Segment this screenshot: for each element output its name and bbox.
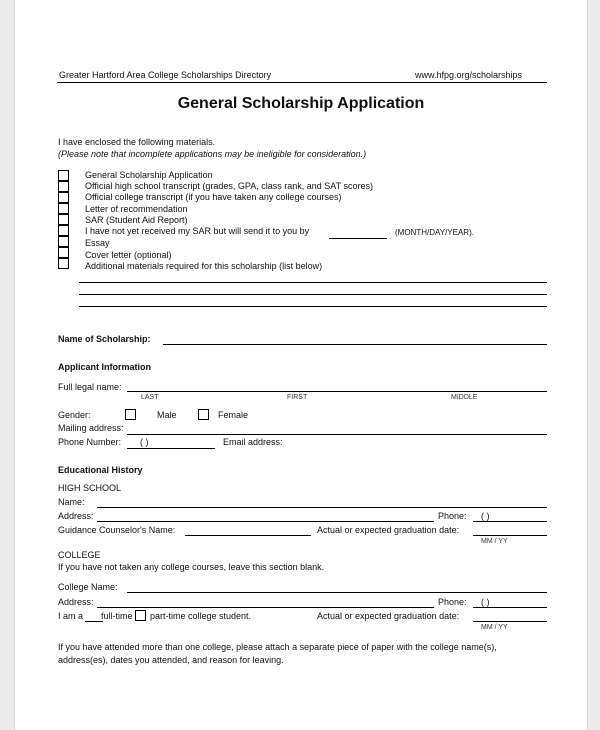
part-time-label: part-time college student.	[150, 611, 252, 621]
last-label: LAST	[141, 394, 159, 401]
middle-label: MIDDLE	[451, 394, 478, 401]
additional-line-3[interactable]	[79, 306, 547, 307]
legal-name-label: Full legal name:	[58, 382, 122, 392]
checklist-item: Essay	[85, 238, 110, 248]
email-field[interactable]	[291, 434, 547, 435]
checklist-item: Additional materials required for this scholarship (list below)	[85, 261, 323, 271]
mailing-address-label: Mailing address:	[58, 423, 124, 433]
legal-name-field[interactable]	[127, 391, 547, 392]
sar-date-field[interactable]	[329, 238, 387, 239]
hs-phone-area-code: ( )	[481, 511, 490, 521]
header-rule	[57, 82, 547, 83]
college-grad-date-label: Actual or expected graduation date:	[317, 611, 460, 621]
additional-line-2[interactable]	[79, 294, 547, 295]
sar-date-hint: (MONTH/DAY/YEAR).	[395, 228, 474, 237]
gender-label: Gender:	[58, 410, 91, 420]
i-am-a-label: I am a	[58, 611, 84, 621]
college-name-label: College Name:	[58, 582, 118, 592]
high-school-heading: HIGH SCHOOL	[58, 483, 122, 493]
header-directory: Greater Hartford Area College Scholarships Directory	[59, 70, 272, 80]
phone-label: Phone Number:	[58, 437, 122, 447]
checklist-item: SAR (Student Aid Report)	[85, 215, 188, 225]
additional-line-1[interactable]	[79, 282, 547, 283]
checkbox-sar-later[interactable]	[58, 225, 69, 236]
part-time-checkbox[interactable]	[135, 610, 146, 621]
header-url[interactable]: www.hfpg.org/scholarships	[415, 70, 523, 80]
college-note: If you have not taken any college courses, leave this section blank.	[58, 562, 325, 572]
counselor-label: Guidance Counselor's Name:	[58, 525, 176, 535]
checklist-item: General Scholarship Application	[85, 170, 213, 180]
hs-phone-field[interactable]	[473, 521, 547, 522]
checkbox-essay[interactable]	[58, 236, 69, 247]
checklist-item: Letter of recommendation	[85, 204, 188, 214]
college-grad-date-field[interactable]	[473, 621, 547, 622]
hs-phone-label: Phone:	[438, 511, 467, 521]
first-label: FIRST	[287, 394, 308, 401]
hs-address-label: Address:	[58, 511, 94, 521]
college-address-label: Address:	[58, 597, 94, 607]
intro-line-2: (Please note that incomplete applications may be ineligible for consideration.)	[58, 149, 367, 159]
multiple-colleges-note-2: address(es), dates you attended, and reason for leaving.	[58, 655, 284, 665]
phone-field[interactable]	[127, 448, 215, 449]
checkbox-college-transcript[interactable]	[58, 192, 69, 203]
email-label: Email address:	[223, 437, 283, 447]
page-title: General Scholarship Application	[177, 95, 425, 112]
hs-grad-date-label: Actual or expected graduation date:	[317, 525, 460, 535]
intro-line-1: I have enclosed the following materials.	[58, 137, 216, 147]
phone-area-code: ( )	[140, 437, 149, 447]
college-phone-label: Phone:	[438, 597, 467, 607]
checkbox-cover-letter[interactable]	[58, 247, 69, 258]
hs-name-field[interactable]	[97, 507, 547, 508]
checklist-item: I have not yet received my SAR but will send it to you by	[85, 226, 310, 236]
hs-name-label: Name:	[58, 497, 85, 507]
multiple-colleges-note-1: If you have attended more than one college, please attach a separate piece of paper with the college name(s),	[58, 642, 497, 652]
checkbox-application[interactable]	[58, 170, 69, 181]
gender-male-label: Male	[157, 410, 177, 420]
full-time-label: full-time	[101, 611, 133, 621]
checkbox-hs-transcript[interactable]	[58, 181, 69, 192]
full-time-blank[interactable]	[85, 621, 103, 622]
document-page	[14, 0, 588, 730]
gender-female-label: Female	[218, 410, 249, 420]
hs-mmyy-hint: MM / YY	[481, 538, 508, 545]
college-name-field[interactable]	[127, 592, 547, 593]
college-heading: COLLEGE	[58, 550, 101, 560]
checklist-item: Cover letter (optional)	[85, 250, 172, 260]
education-heading: Educational History	[58, 465, 143, 475]
college-phone-area-code: ( )	[481, 597, 490, 607]
college-address-field[interactable]	[97, 607, 434, 608]
applicant-heading: Applicant Information	[58, 362, 151, 372]
college-phone-field[interactable]	[473, 607, 547, 608]
checkbox-recommendation[interactable]	[58, 203, 69, 214]
gender-male-checkbox[interactable]	[125, 409, 136, 420]
scholarship-name-label: Name of Scholarship:	[58, 334, 151, 344]
gender-female-checkbox[interactable]	[198, 409, 209, 420]
scholarship-name-field[interactable]	[163, 344, 547, 345]
checklist-item: Official college transcript (if you have taken any college courses)	[85, 192, 342, 202]
hs-grad-date-field[interactable]	[473, 535, 547, 536]
checklist-item: Official high school transcript (grades, GPA, class rank, and SAT scores)	[85, 181, 373, 191]
checkbox-sar[interactable]	[58, 214, 69, 225]
checkbox-additional[interactable]	[58, 258, 69, 269]
college-mmyy-hint: MM / YY	[481, 624, 508, 631]
counselor-field[interactable]	[185, 535, 311, 536]
hs-address-field[interactable]	[97, 521, 434, 522]
